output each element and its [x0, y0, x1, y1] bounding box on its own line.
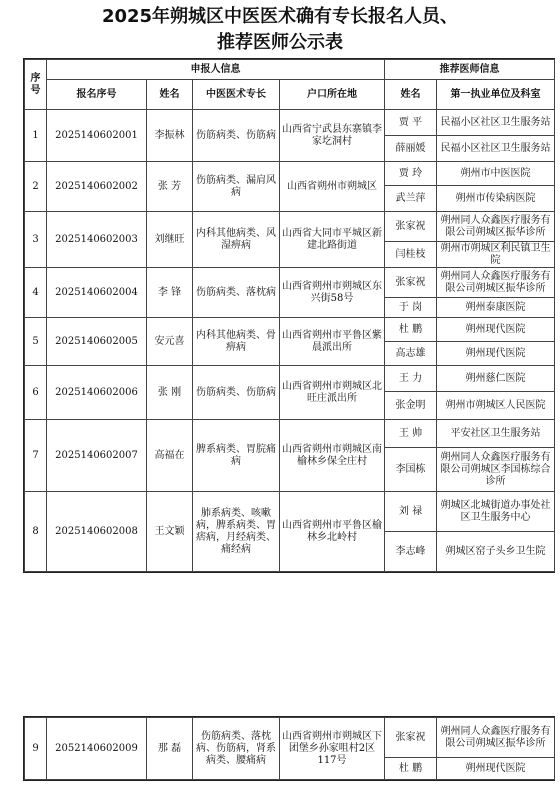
reg-no-cell: 2025140602005 — [47, 318, 147, 366]
table-row — [25, 492, 555, 532]
residence-cell: 山西省朔州市朔城区东兴街58号 — [280, 268, 385, 318]
doctor-name-cell: 闫桂枝 — [385, 242, 437, 268]
title-line-1: 2025年朔城区中医医术确有专长报名人员、 — [101, 6, 459, 27]
reg-no-cell: 2025140602003 — [47, 212, 147, 268]
reg-no-cell: 2025140602008 — [47, 492, 147, 572]
seq-cell: 7 — [25, 420, 47, 492]
residence-cell: 山西省朔州市平鲁区紫晨派出所 — [280, 318, 385, 366]
doctor-name-cell: 李国栋 — [385, 448, 437, 492]
name-cell: 高福在 — [147, 420, 193, 492]
specialty-cell: 脾系病类、胃脘痛病 — [193, 420, 280, 492]
doctor-name-cell: 张家祝 — [385, 718, 437, 758]
doctor-name-cell: 武兰萍 — [385, 186, 437, 212]
doctor-name-cell: 于 岗 — [385, 298, 437, 318]
table-row — [25, 318, 555, 342]
header-workplace: 第一执业单位及科室 — [437, 80, 555, 110]
reg-no-cell: 2052140602009 — [47, 718, 147, 780]
doctor-unit-cell: 民福小区社区卫生服务站 — [437, 136, 555, 162]
reg-no-cell: 2025140602002 — [47, 162, 147, 212]
residence-cell: 山西省朔州市朔城区北旺庄派出所 — [280, 366, 385, 420]
doctor-unit-cell: 民福小区社区卫生服务站 — [437, 110, 555, 136]
page-title — [0, 4, 560, 56]
reg-no-cell: 2025140602007 — [47, 420, 147, 492]
doctor-name-cell: 杜 鹏 — [385, 318, 437, 342]
seq-cell: 6 — [25, 366, 47, 420]
table-row — [25, 110, 555, 136]
table-row — [25, 162, 555, 186]
header-applicant-group: 申报人信息 — [47, 60, 385, 80]
doctor-unit-cell: 朔州慈仁医院 — [437, 366, 555, 392]
doctor-unit-cell: 朔州同人众鑫医疗服务有限公司朔城区振华诊所 — [437, 268, 555, 298]
doctor-unit-cell: 朔州现代医院 — [437, 318, 555, 342]
reg-no-cell: 2025140602004 — [47, 268, 147, 318]
name-cell: 安元喜 — [147, 318, 193, 366]
seq-cell: 2 — [25, 162, 47, 212]
doctor-unit-cell: 朔州市中医医院 — [437, 162, 555, 186]
specialty-cell: 肺系病类、咳嗽病，脾系病类、胃痞病，月经病类、痛经病 — [193, 492, 280, 572]
name-cell: 张 刚 — [147, 366, 193, 420]
doctor-unit-cell: 朔州市朔城区人民医院 — [437, 392, 555, 420]
header-doc-name: 姓名 — [385, 80, 437, 110]
header-specialty: 中医医术专长 — [193, 80, 280, 110]
table-row — [25, 268, 555, 298]
doctor-name-cell: 王 力 — [385, 366, 437, 392]
residence-cell: 山西省朔州市朔城区南榆林乡保全庄村 — [280, 420, 385, 492]
seq-cell: 5 — [25, 318, 47, 366]
applicant-table — [23, 58, 555, 573]
doctor-name-cell: 刘 禄 — [385, 492, 437, 532]
seq-cell: 3 — [25, 212, 47, 268]
doctor-unit-cell: 朔州市朔城区利民镇卫生院 — [437, 242, 555, 268]
name-cell: 王文颖 — [147, 492, 193, 572]
seq-cell: 4 — [25, 268, 47, 318]
residence-cell: 山西省朔州市朔城区下团堡乡孙家咀村2区117号 — [280, 718, 385, 780]
doctor-unit-cell: 朔城区窑子头乡卫生院 — [437, 532, 555, 572]
doctor-unit-cell: 朔州泰康医院 — [437, 298, 555, 318]
table-row — [25, 366, 555, 392]
name-cell: 张 芳 — [147, 162, 193, 212]
specialty-cell: 内科其他病类、风湿痹病 — [193, 212, 280, 268]
reg-no-cell: 2025140602006 — [47, 366, 147, 420]
doctor-unit-cell: 朔州同人众鑫医疗服务有限公司朔城区振华诊所 — [437, 212, 555, 242]
doctor-unit-cell: 朔州现代医院 — [437, 758, 555, 780]
header-residence: 户口所在地 — [280, 80, 385, 110]
header-recommender-group: 推荐医师信息 — [385, 60, 555, 80]
doctor-name-cell: 张家祝 — [385, 212, 437, 242]
doctor-name-cell: 张金明 — [385, 392, 437, 420]
header-reg-no: 报名序号 — [47, 80, 147, 110]
doctor-unit-cell: 平安社区卫生服务站 — [437, 420, 555, 448]
seq-cell: 9 — [25, 718, 47, 780]
residence-cell: 山西省宁武县东寨镇李家圪洞村 — [280, 110, 385, 162]
specialty-cell: 伤筋病类、落枕病 — [193, 268, 280, 318]
specialty-cell: 伤筋病类、漏肩风病 — [193, 162, 280, 212]
specialty-cell: 伤筋病类、伤筋病 — [193, 110, 280, 162]
table-row — [25, 420, 555, 448]
table-row — [25, 212, 555, 242]
name-cell: 刘继旺 — [147, 212, 193, 268]
header-seq: 序号 — [25, 60, 47, 110]
table-row — [25, 718, 555, 758]
name-cell: 那 磊 — [147, 718, 193, 780]
doctor-name-cell: 薛丽媛 — [385, 136, 437, 162]
doctor-name-cell: 贾 玲 — [385, 162, 437, 186]
doctor-name-cell: 李志峰 — [385, 532, 437, 572]
doctor-name-cell: 王 帅 — [385, 420, 437, 448]
doctor-name-cell: 贾 平 — [385, 110, 437, 136]
specialty-cell: 内科其他病类、骨痹病 — [193, 318, 280, 366]
doctor-unit-cell: 朔州现代医院 — [437, 342, 555, 366]
doctor-unit-cell: 朔州同人众鑫医疗服务有限公司朔城区振华诊所 — [437, 718, 555, 758]
applicant-table-continued — [23, 716, 555, 781]
doctor-name-cell: 张家祝 — [385, 268, 437, 298]
doctor-name-cell: 高志雄 — [385, 342, 437, 366]
doctor-unit-cell: 朔州同人众鑫医疗服务有限公司朔城区李国栋综合诊所 — [437, 448, 555, 492]
name-cell: 李 锋 — [147, 268, 193, 318]
residence-cell: 山西省朔州市平鲁区榆林乡北岭村 — [280, 492, 385, 572]
specialty-cell: 伤筋病类、伤筋病 — [193, 366, 280, 420]
residence-cell: 山西省大同市平城区新建北路街道 — [280, 212, 385, 268]
reg-no-cell: 2025140602001 — [47, 110, 147, 162]
title-line-2: 推荐医师公示表 — [217, 32, 343, 53]
doctor-unit-cell: 朔州市传染病医院 — [437, 186, 555, 212]
doctor-unit-cell: 朔城区北城街道办事处社区卫生服务中心 — [437, 492, 555, 532]
header-name: 姓名 — [147, 80, 193, 110]
seq-cell: 1 — [25, 110, 47, 162]
seq-cell: 8 — [25, 492, 47, 572]
residence-cell: 山西省朔州市朔城区 — [280, 162, 385, 212]
name-cell: 李振林 — [147, 110, 193, 162]
specialty-cell: 伤筋病类、落枕病、伤筋病，肾系病类、腰痛病 — [193, 718, 280, 780]
doctor-name-cell: 杜 鹏 — [385, 758, 437, 780]
